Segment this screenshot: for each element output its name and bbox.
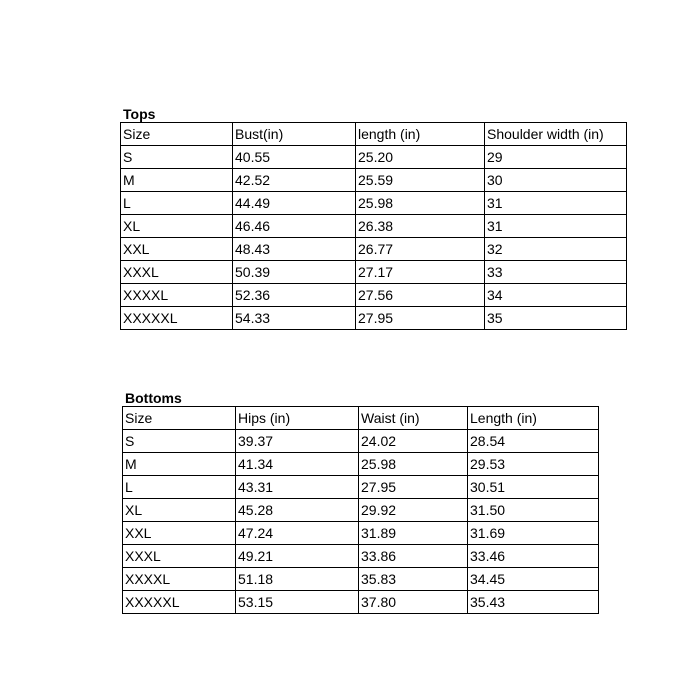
bottoms-length-cell: 31.50 (468, 499, 599, 522)
bottoms-header-hips: Hips (in) (236, 407, 359, 430)
bottoms-section (122, 390, 599, 614)
bottoms-row (123, 499, 599, 522)
bottoms-header-length: Length (in) (468, 407, 599, 430)
tops-bust-cell: 40.55 (233, 146, 356, 169)
tops-length-cell: 26.77 (356, 238, 485, 261)
tops-length-cell: 27.17 (356, 261, 485, 284)
bottoms-size-table (122, 406, 599, 614)
bottoms-waist-cell: 29.92 (359, 499, 468, 522)
bottoms-size-cell: XXXL (123, 545, 236, 568)
tops-section (120, 106, 627, 330)
tops-length-cell: 27.56 (356, 284, 485, 307)
tops-size-cell: S (121, 146, 233, 169)
tops-bust-cell: 42.52 (233, 169, 356, 192)
bottoms-waist-cell: 27.95 (359, 476, 468, 499)
tops-length-cell: 27.95 (356, 307, 485, 330)
tops-header-bust: Bust(in) (233, 123, 356, 146)
bottoms-header-row (123, 407, 599, 430)
bottoms-size-cell: XL (123, 499, 236, 522)
bottoms-row (123, 453, 599, 476)
tops-row (121, 261, 627, 284)
bottoms-waist-cell: 24.02 (359, 430, 468, 453)
tops-length-cell: 25.20 (356, 146, 485, 169)
tops-shoulder-cell: 30 (485, 169, 627, 192)
tops-size-cell: XL (121, 215, 233, 238)
bottoms-row (123, 545, 599, 568)
bottoms-length-cell: 31.69 (468, 522, 599, 545)
bottoms-size-cell: M (123, 453, 236, 476)
tops-bust-cell: 50.39 (233, 261, 356, 284)
tops-bust-cell: 52.36 (233, 284, 356, 307)
bottoms-hips-cell: 39.37 (236, 430, 359, 453)
tops-size-cell: L (121, 192, 233, 215)
tops-bust-cell: 46.46 (233, 215, 356, 238)
bottoms-size-cell: L (123, 476, 236, 499)
bottoms-size-cell: XXXXL (123, 568, 236, 591)
bottoms-length-cell: 34.45 (468, 568, 599, 591)
bottoms-length-cell: 29.53 (468, 453, 599, 476)
tops-row (121, 284, 627, 307)
tops-shoulder-cell: 32 (485, 238, 627, 261)
tops-size-cell: XXXL (121, 261, 233, 284)
tops-row (121, 146, 627, 169)
tops-shoulder-cell: 31 (485, 215, 627, 238)
bottoms-length-cell: 30.51 (468, 476, 599, 499)
tops-length-cell: 25.98 (356, 192, 485, 215)
bottoms-size-cell: XXXXXL (123, 591, 236, 614)
bottoms-row (123, 522, 599, 545)
tops-shoulder-cell: 31 (485, 192, 627, 215)
tops-header-length: length (in) (356, 123, 485, 146)
tops-size-cell: XXXXL (121, 284, 233, 307)
tops-shoulder-cell: 29 (485, 146, 627, 169)
bottoms-length-cell: 28.54 (468, 430, 599, 453)
tops-length-cell: 25.59 (356, 169, 485, 192)
tops-header-size: Size (121, 123, 233, 146)
tops-bust-cell: 54.33 (233, 307, 356, 330)
bottoms-length-cell: 33.46 (468, 545, 599, 568)
bottoms-size-cell: XXL (123, 522, 236, 545)
tops-header-shoulder-width: Shoulder width (in) (485, 123, 627, 146)
tops-length-cell: 26.38 (356, 215, 485, 238)
bottoms-hips-cell: 43.31 (236, 476, 359, 499)
bottoms-row (123, 568, 599, 591)
tops-size-cell: XXL (121, 238, 233, 261)
bottoms-hips-cell: 49.21 (236, 545, 359, 568)
bottoms-header-size: Size (123, 407, 236, 430)
bottoms-waist-cell: 33.86 (359, 545, 468, 568)
tops-shoulder-cell: 35 (485, 307, 627, 330)
bottoms-title: Bottoms (125, 390, 182, 406)
bottoms-hips-cell: 53.15 (236, 591, 359, 614)
bottoms-waist-cell: 25.98 (359, 453, 468, 476)
tops-bust-cell: 44.49 (233, 192, 356, 215)
bottoms-hips-cell: 45.28 (236, 499, 359, 522)
tops-bust-cell: 48.43 (233, 238, 356, 261)
tops-title: Tops (123, 106, 156, 122)
bottoms-size-cell: S (123, 430, 236, 453)
tops-row (121, 169, 627, 192)
tops-size-cell: XXXXXL (121, 307, 233, 330)
bottoms-hips-cell: 41.34 (236, 453, 359, 476)
bottoms-length-cell: 35.43 (468, 591, 599, 614)
bottoms-row (123, 591, 599, 614)
bottoms-row (123, 476, 599, 499)
bottoms-waist-cell: 35.83 (359, 568, 468, 591)
tops-row (121, 192, 627, 215)
tops-row (121, 215, 627, 238)
tops-size-table (120, 122, 627, 330)
tops-size-cell: M (121, 169, 233, 192)
bottoms-row (123, 430, 599, 453)
bottoms-header-waist: Waist (in) (359, 407, 468, 430)
tops-row (121, 238, 627, 261)
tops-shoulder-cell: 33 (485, 261, 627, 284)
tops-shoulder-cell: 34 (485, 284, 627, 307)
bottoms-waist-cell: 37.80 (359, 591, 468, 614)
tops-row (121, 307, 627, 330)
bottoms-hips-cell: 47.24 (236, 522, 359, 545)
bottoms-waist-cell: 31.89 (359, 522, 468, 545)
bottoms-hips-cell: 51.18 (236, 568, 359, 591)
tops-header-row (121, 123, 627, 146)
